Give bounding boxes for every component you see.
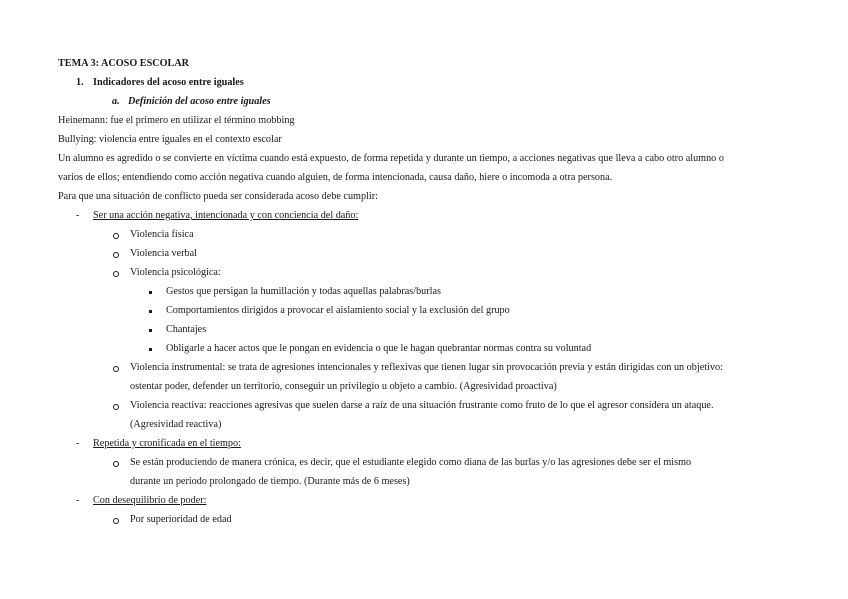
paragraph-heinemann: Heinemann: fue el primero en utilizar el término mobbing <box>58 115 295 126</box>
violencia-reactiva-line-1: Violencia reactiva: reacciones agresivas que suelen darse a raíz de una situación frustrante como fruto de lo que el agresor considera un ataque. <box>130 400 714 411</box>
psicologica-sub-item: Chantajes <box>166 324 207 335</box>
paragraph-bullying: Bullying: violencia entre iguales en el contexto escolar <box>58 134 282 145</box>
section-number: 1. <box>76 77 84 88</box>
paragraph-alumno-line-1: Un alumno es agredido o se convierte en víctima cuando está expuesto, de forma repetida y durante un tiempo, a acciones negativas que lleva a cabo otro alumno o <box>58 153 724 164</box>
psicologica-sub-item: Comportamientos dirigidos a provocar el aislamiento social y la exclusión del grupo <box>166 305 510 316</box>
dash-bullet: - <box>76 438 80 449</box>
square-bullet-icon <box>149 348 152 351</box>
list-item-1-heading: Ser una acción negativa, intencionada y con conciencia del daño: <box>93 210 359 221</box>
superioridad-edad: Por superioridad de edad <box>130 514 232 525</box>
circle-bullet-icon <box>113 233 119 239</box>
document-title: TEMA 3: ACOSO ESCOLAR <box>58 58 190 69</box>
cronica-line-1: Se están produciendo de manera crónica, es decir, que el estudiante elegido como diana de las burlas y/o las agresiones debe ser el mismo <box>130 457 692 468</box>
circle-bullet-icon <box>113 518 119 524</box>
square-bullet-icon <box>149 329 152 332</box>
violencia-instrumental-line-1: Violencia instrumental: se trata de agresiones intencionales y reflexivas que tienen lugar sin provocación previa y están dirigidas con un objetivo: <box>130 362 723 373</box>
circle-bullet-icon <box>113 366 119 372</box>
circle-bullet-icon <box>113 252 119 258</box>
subsection-letter: a. <box>112 96 120 107</box>
paragraph-conflicto: Para que una situación de conflicto pueda ser considerada acoso debe cumplir: <box>58 191 378 202</box>
psicologica-sub-item: Gestos que persigan la humillación y todas aquellas palabras/burlas <box>166 286 441 297</box>
square-bullet-icon <box>149 310 152 313</box>
subsection-heading: Definición del acoso entre iguales <box>128 96 271 107</box>
dash-bullet: - <box>76 210 80 221</box>
square-bullet-icon <box>149 291 152 294</box>
list-item-3-heading: Con desequilibrio de poder: <box>93 495 207 506</box>
violencia-psicologica: Violencia psicológica: <box>130 267 221 278</box>
dash-bullet: - <box>76 495 80 506</box>
circle-bullet-icon <box>113 404 119 410</box>
section-heading: Indicadores del acoso entre iguales <box>93 77 244 88</box>
violencia-instrumental-line-2: ostentar poder, defender un territorio, conseguir un privilegio u objeto a cambio. (Agresividad proactiva) <box>130 381 557 392</box>
violencia-reactiva-line-2: (Agresividad reactiva) <box>130 419 222 430</box>
violencia-fisica: Violencia física <box>130 229 194 240</box>
psicologica-sub-item: Obligarle a hacer actos que le pongan en evidencia o que le hagan quebrantar normas contra su voluntad <box>166 343 592 354</box>
circle-bullet-icon <box>113 271 119 277</box>
list-item-2-heading: Repetida y cronificada en el tiempo: <box>93 438 241 449</box>
paragraph-alumno-line-2: varios de ellos; entendiendo como acción negativa cuando alguien, de forma intencionada, causa daño, hiere o incomoda a otra persona. <box>58 172 613 183</box>
cronica-line-2: durante un periodo prolongado de tiempo. (Durante más de 6 meses) <box>130 476 410 487</box>
circle-bullet-icon <box>113 461 119 467</box>
violencia-verbal: Violencia verbal <box>130 248 197 259</box>
